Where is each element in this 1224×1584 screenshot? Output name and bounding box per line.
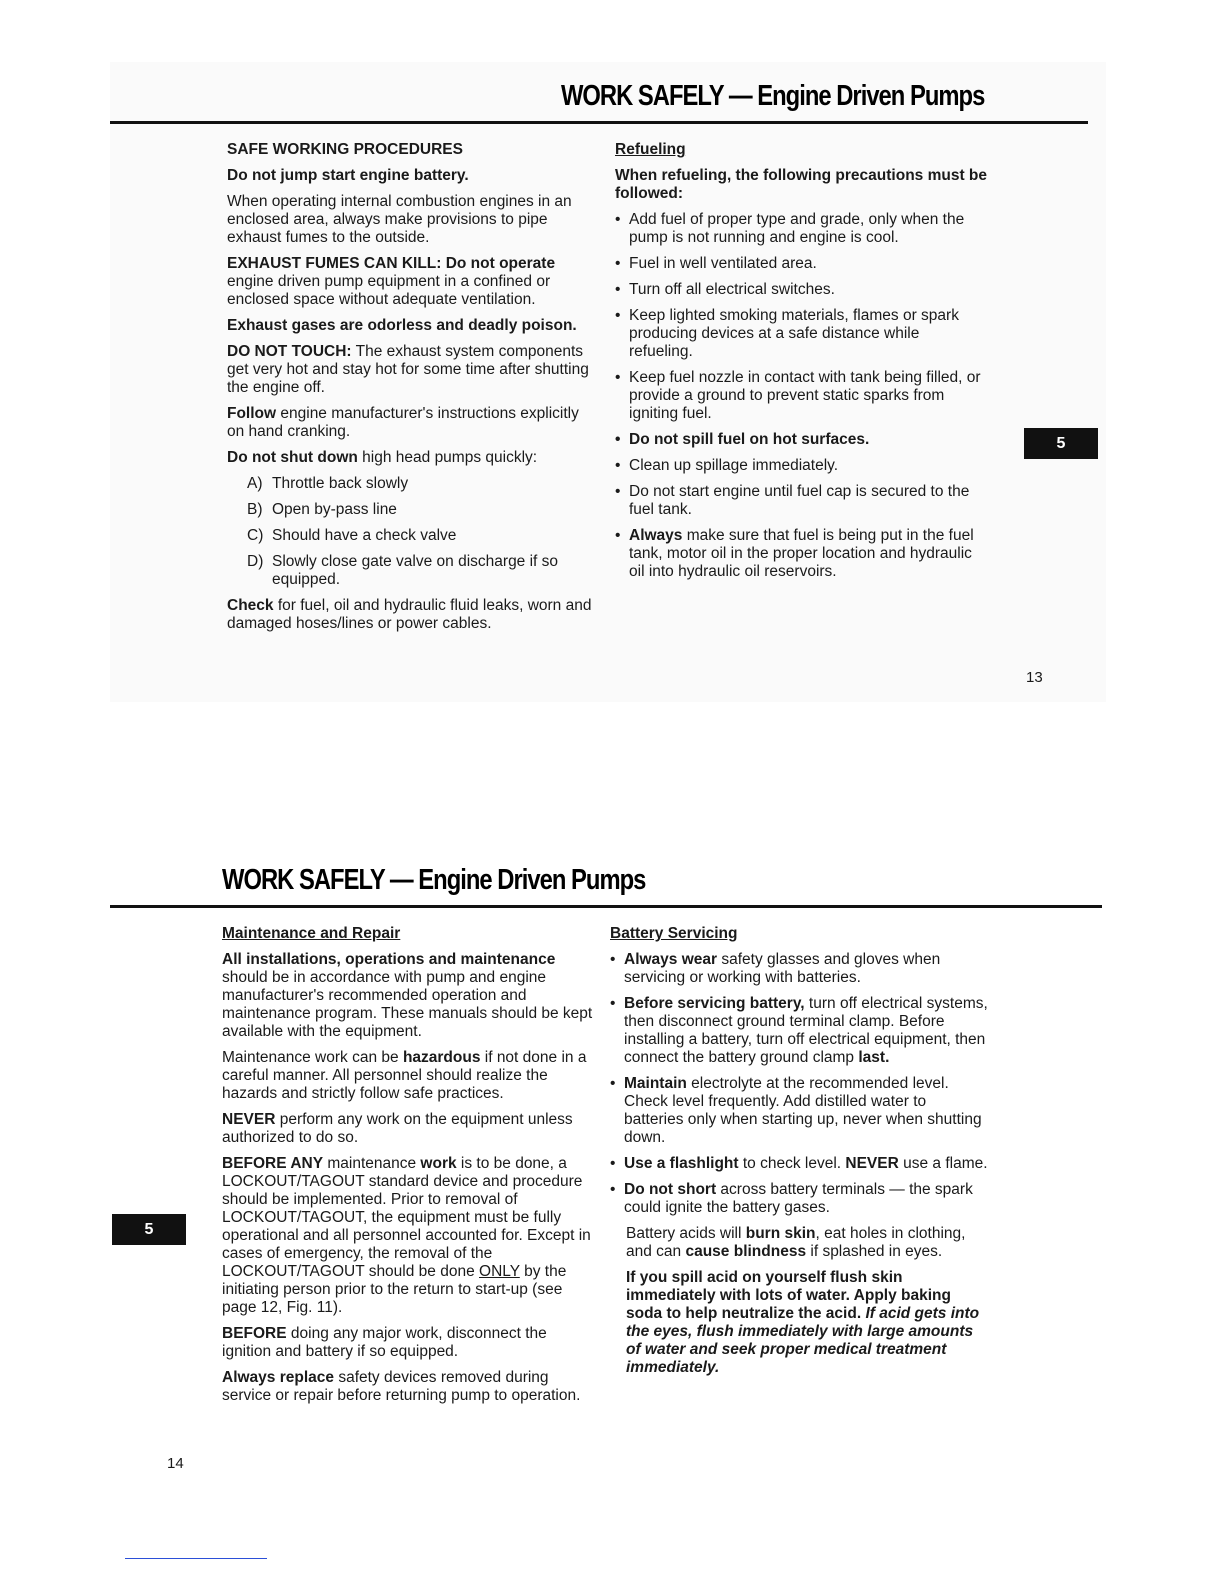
bold-text: Do not short <box>624 1181 717 1198</box>
list-item <box>610 995 988 1067</box>
list-item: • Do not spill fuel on hot surfaces. <box>615 431 987 449</box>
step-item <box>247 553 599 589</box>
bold-text: Maintain <box>624 1075 687 1092</box>
list-item: • Turn off all electrical switches. <box>615 281 987 299</box>
page-13-title-rule <box>110 121 1088 124</box>
bold-text: Always replace <box>222 1369 335 1386</box>
section-tab: 5 <box>1024 428 1098 459</box>
bold-text: NEVER <box>222 1111 276 1128</box>
page-14-right-column <box>610 925 988 1385</box>
bold-text: Do not shut down <box>227 449 358 466</box>
paragraph <box>227 597 599 633</box>
text: if not done in a careful manner. All personnel should realize the hazards and strictly follow safe practices. <box>222 1049 587 1102</box>
paragraph <box>222 1369 594 1405</box>
text: doing any major work, disconnect the ignition and battery if so equipped. <box>222 1325 547 1360</box>
list-item: • Keep lighted smoking materials, flames or spark producing devices at a safe distance while refueling. <box>615 307 987 361</box>
list-item <box>610 951 988 987</box>
text: is to be done, a LOCKOUT/TAGOUT standard device and procedure should be implemented. Prior to removal of LOCKOUT/TAGOUT, the equipment must be fully operational and all personnel accounted for. Except in cases of emergency, the removal of the LOCKOUT/TAGOUT should be done <box>222 1155 591 1280</box>
acid-warning <box>610 1269 988 1377</box>
subheading: Do not jump start engine battery. <box>227 167 469 184</box>
bold-text: cause blindness <box>685 1243 807 1260</box>
bold-text: BEFORE <box>222 1325 287 1342</box>
text: Battery acids will <box>626 1225 746 1242</box>
step-text: Open by-pass line <box>272 501 397 518</box>
step-text: Should have a check valve <box>272 527 457 544</box>
paragraph <box>610 1225 988 1261</box>
section-heading: Refueling <box>615 141 686 158</box>
section-tab: 5 <box>112 1214 186 1245</box>
bold-text: EXHAUST FUMES CAN KILL: Do not operate <box>227 255 556 272</box>
bold-text: BEFORE ANY <box>222 1155 324 1172</box>
step-item <box>247 527 599 545</box>
page-number: 14 <box>167 1455 184 1472</box>
bold-text: Before servicing battery, <box>624 995 805 1012</box>
section-heading: Battery Servicing <box>610 925 738 942</box>
step-letter: B) <box>247 501 263 518</box>
text: engine driven pump equipment in a confined or enclosed space without adequate ventilation. <box>227 273 551 308</box>
warning-line: Exhaust gases are odorless and deadly poison. <box>227 317 577 334</box>
footer-line <box>125 1558 267 1559</box>
paragraph <box>227 449 599 467</box>
text: , eat holes in clothing, and can <box>626 1225 966 1260</box>
battery-list <box>610 951 988 1217</box>
bold-text: DO NOT TOUCH: <box>227 343 352 360</box>
page-14-title: WORK SAFELY — Engine Driven Pumps <box>222 864 646 896</box>
list-item <box>610 1075 988 1147</box>
text: high head pumps quickly: <box>357 449 538 466</box>
bold-text: Always wear <box>624 951 718 968</box>
paragraph <box>222 1325 594 1361</box>
bold-text: Check <box>227 597 274 614</box>
paragraph <box>227 405 599 441</box>
refueling-list <box>615 211 987 581</box>
list-item: • Fuel in well ventilated area. <box>615 255 987 273</box>
text: engine manufacturer's instructions explicitly on hand cranking. <box>227 405 579 440</box>
text: to check level. <box>738 1155 846 1172</box>
step-item <box>247 475 599 493</box>
paragraph: When operating internal combustion engines in an enclosed area, always make provisions to pipe exhaust fumes to the outside. <box>227 193 572 246</box>
bold-text: burn skin <box>745 1225 816 1242</box>
bold-text: last. <box>858 1049 890 1066</box>
page-13-right-column <box>615 141 987 589</box>
paragraph <box>222 951 594 1041</box>
page-14-left-column <box>222 925 594 1413</box>
bold-text: NEVER <box>845 1155 899 1172</box>
text: perform any work on the equipment unless authorized to do so. <box>222 1111 573 1146</box>
text: turn off electrical systems, then disconnect ground terminal clamp. Before installing a battery, turn off electrical equipment, then connect the battery ground clamp <box>624 995 988 1066</box>
section-heading: SAFE WORKING PROCEDURES <box>227 141 463 158</box>
page-number: 13 <box>1026 669 1043 686</box>
step-letter: D) <box>247 553 264 570</box>
paragraph <box>227 343 599 397</box>
text: by the initiating person prior to the return to start-up (see page 12, Fig. 11). <box>222 1263 567 1316</box>
shutdown-steps <box>227 475 599 589</box>
italic-text: If acid gets into the eyes, flush immediately with large amounts of water and seek proper medical treatment immediately. <box>626 1305 980 1376</box>
bold-text: Always <box>629 527 683 544</box>
page-14-title-rule <box>110 905 1102 908</box>
text: across battery terminals — the spark could ignite the battery gases. <box>624 1181 973 1216</box>
text: use a flame. <box>898 1155 988 1172</box>
text: Maintenance work can be <box>222 1049 403 1066</box>
intro-text: When refueling, the following precautions must be followed: <box>615 167 988 202</box>
paragraph <box>222 1049 594 1103</box>
list-item: • Keep fuel nozzle in contact with tank being filled, or provide a ground to prevent static sparks from igniting fuel. <box>615 369 987 423</box>
page-13-title: WORK SAFELY — Engine Driven Pumps <box>560 80 984 112</box>
bold-text: work <box>420 1155 457 1172</box>
paragraph <box>222 1155 594 1317</box>
text: for fuel, oil and hydraulic fluid leaks, worn and damaged hoses/lines or power cables. <box>227 597 592 632</box>
list-item <box>610 1155 988 1173</box>
paragraph <box>222 1111 594 1147</box>
text: should be in accordance with pump and engine manufacturer's recommended operation and maintenance program. These manuals should be kept available with the equipment. <box>222 969 593 1040</box>
bold-text: If you spill acid on yourself flush skin immediately with lots of water. Apply baking soda to help neutralize the acid. <box>626 1269 951 1322</box>
bold-text: Follow <box>227 405 277 422</box>
paragraph <box>227 255 599 309</box>
list-item <box>610 1181 988 1217</box>
bold-text: All installations, operations and maintenance <box>222 951 556 968</box>
text: electrolyte at the recommended level. Check level frequently. Add distilled water to batteries only when starting up, never when shutting down. <box>624 1075 982 1146</box>
text: safety devices removed during service or repair before returning pump to operation. <box>222 1369 581 1404</box>
text: make sure that fuel is being put in the fuel tank, motor oil in the proper location and hydraulic oil into hydraulic oil reservoirs. <box>629 527 974 580</box>
list-item: • Add fuel of proper type and grade, only when the pump is not running and engine is cool. <box>615 211 987 247</box>
section-heading: Maintenance and Repair <box>222 925 401 942</box>
underlined-text: ONLY <box>479 1263 520 1280</box>
step-letter: A) <box>247 475 263 492</box>
bold-text: hazardous <box>402 1049 481 1066</box>
step-text: Throttle back slowly <box>272 475 409 492</box>
text: The exhaust system components get very hot and stay hot for some time after shutting the engine off. <box>227 343 589 396</box>
bold-text: Use a flashlight <box>624 1155 739 1172</box>
list-item <box>615 527 987 581</box>
text: safety glasses and gloves when servicing or working with batteries. <box>624 951 941 986</box>
page-13-left-column <box>227 141 599 641</box>
text: if splashed in eyes. <box>806 1243 943 1260</box>
step-item <box>247 501 599 519</box>
step-text: Slowly close gate valve on discharge if so equipped. <box>272 553 559 588</box>
text: maintenance <box>323 1155 421 1172</box>
list-item: • Do not start engine until fuel cap is secured to the fuel tank. <box>615 483 987 519</box>
step-letter: C) <box>247 527 264 544</box>
list-item: • Clean up spillage immediately. <box>615 457 987 475</box>
